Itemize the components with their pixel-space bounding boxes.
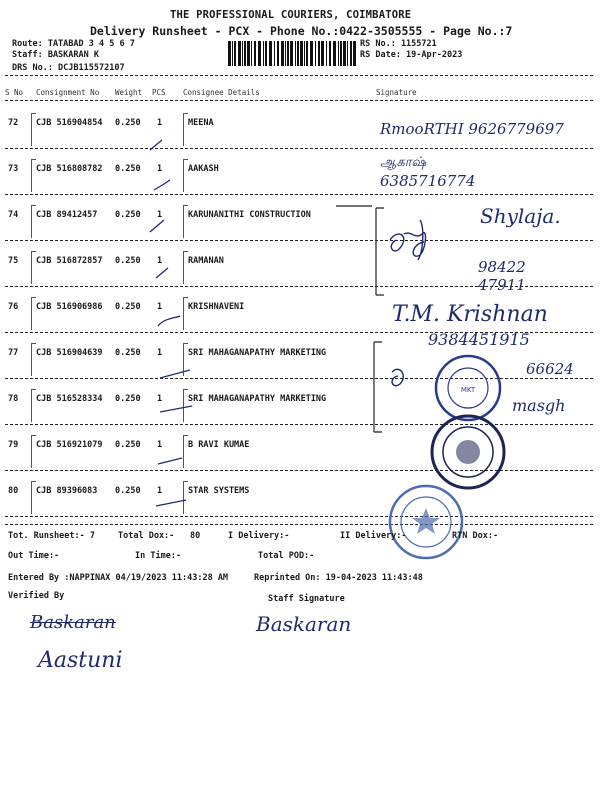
cell-pcs: 1 <box>157 348 163 358</box>
signature-row-76: T.M. Krishnan <box>392 302 548 327</box>
mahaganapathy-stamp <box>436 356 500 420</box>
cell-pcs: 1 <box>157 210 163 220</box>
rs-number: RS No.: 1155721 <box>360 39 437 49</box>
cell-weight: 0.250 <box>115 486 141 496</box>
cell-consignee: KARUNANITHI CONSTRUCTION <box>188 210 311 220</box>
col-header-signature: Signature <box>376 88 417 97</box>
row-bracket <box>31 113 36 146</box>
runsheet-subtitle: Delivery Runsheet - PCX - Phone No.:0422-3505555 - Page No.:7 <box>90 24 513 38</box>
row-bracket <box>31 205 36 238</box>
signature-row-76-phone: 9384451915 <box>428 330 530 349</box>
row-bracket <box>31 343 36 376</box>
staff-signature-label: Staff Signature <box>268 594 345 604</box>
row-bracket <box>31 435 36 468</box>
row-bracket <box>183 343 188 376</box>
svg-text:MKT: MKT <box>460 386 476 394</box>
cell-weight: 0.250 <box>115 164 141 174</box>
row-bracket <box>183 435 188 468</box>
row-bracket <box>183 389 188 422</box>
row-divider <box>5 194 593 195</box>
row-bracket <box>31 251 36 284</box>
cell-sno: 76 <box>8 302 19 312</box>
route-label: Route: TATABAD 3 4 5 6 7 <box>12 39 135 49</box>
cell-consignee: MEENA <box>188 118 214 128</box>
row-bracket <box>183 481 188 514</box>
cell-weight: 0.250 <box>115 256 141 266</box>
row-divider <box>5 148 593 149</box>
cell-consignee: SRI MAHAGANAPATHY MARKETING <box>188 348 327 358</box>
cell-weight: 0.250 <box>115 348 141 358</box>
cell-consignment: CJB 516906986 <box>36 302 103 312</box>
cell-pcs: 1 <box>157 118 163 128</box>
kitchens-outlet-stamp <box>432 416 504 488</box>
cell-sno: 79 <box>8 440 19 450</box>
row-bracket <box>183 205 188 238</box>
rs-date: RS Date: 19-Apr-2023 <box>360 50 463 60</box>
signature-row-75-a: 98422 <box>478 258 526 276</box>
cell-consignee: KRISHNAVENI <box>188 302 245 312</box>
cell-sno: 78 <box>8 394 19 404</box>
cell-sno: 75 <box>8 256 19 266</box>
verified-signature-2: Aastuni <box>38 648 123 673</box>
cell-weight: 0.250 <box>115 118 141 128</box>
row-divider <box>5 516 593 517</box>
cell-consignment: CJB 516904639 <box>36 348 103 358</box>
cell-sno: 74 <box>8 210 19 220</box>
in-time: In Time:- <box>135 551 182 561</box>
cell-pcs: 1 <box>157 486 163 496</box>
signature-row-78: masgh <box>512 396 566 415</box>
divider-header <box>5 100 593 101</box>
cell-consignment: CJB 516921079 <box>36 440 103 450</box>
col-header-weight: Weight <box>115 88 143 97</box>
cell-weight: 0.250 <box>115 394 141 404</box>
i-delivery: I Delivery:- <box>228 531 290 541</box>
cell-consignee: SRI MAHAGANAPATHY MARKETING <box>188 394 327 404</box>
tot-runsheet: Tot. Runsheet:- 7 <box>8 531 95 541</box>
entered-by: Entered By :NAPPINAX 04/19/2023 11:43:28 AM <box>8 573 229 583</box>
cell-weight: 0.250 <box>115 210 141 220</box>
signature-row-72: RmooRTHI 9626779697 <box>380 120 564 138</box>
col-header-consignee: Consignee Details <box>183 88 260 97</box>
cell-pcs: 1 <box>157 302 163 312</box>
cell-pcs: 1 <box>157 256 163 266</box>
row-bracket <box>31 389 36 422</box>
row-bracket <box>183 251 188 284</box>
divider-top <box>5 75 593 76</box>
cell-consignment: CJB 516808782 <box>36 164 103 174</box>
cell-sno: 80 <box>8 486 19 496</box>
company-title: THE PROFESSIONAL COURIERS, COIMBATORE <box>170 9 412 21</box>
star-systems-stamp <box>390 486 462 558</box>
barcode <box>228 41 356 66</box>
row-divider <box>5 470 593 471</box>
row-bracket <box>31 297 36 330</box>
cell-consignee: RAMANAN <box>188 256 224 266</box>
cell-pcs: 1 <box>157 164 163 174</box>
cell-consignment: CJB 89412457 <box>36 210 98 220</box>
row-bracket <box>183 297 188 330</box>
signature-row-75-b: 47911 <box>478 276 526 294</box>
ii-delivery: II Delivery:- <box>340 531 407 541</box>
cell-weight: 0.250 <box>115 302 141 312</box>
col-header-consignment: Consignment No <box>36 88 100 97</box>
signature-row-73-name: ஆகாஷ் <box>380 155 427 170</box>
out-time: Out Time:- <box>8 551 60 561</box>
row-bracket <box>31 481 36 514</box>
cell-consignee: STAR SYSTEMS <box>188 486 250 496</box>
cell-pcs: 1 <box>157 440 163 450</box>
total-dox-value: 80 <box>190 531 201 541</box>
cell-consignee: AAKASH <box>188 164 219 174</box>
cell-consignee: B RAVI KUMAE <box>188 440 250 450</box>
col-header-sno: S No <box>5 88 24 97</box>
cell-consignment: CJB 89396083 <box>36 486 98 496</box>
divider-bottom <box>5 524 593 525</box>
cell-consignment: CJB 516872857 <box>36 256 103 266</box>
signature-row-74: Shylaja. <box>480 204 561 228</box>
staff-label: Staff: BASKARAN K <box>12 50 99 60</box>
col-header-pcs: PCS <box>152 88 166 97</box>
row-divider <box>5 240 593 241</box>
cell-consignment: CJB 516528334 <box>36 394 103 404</box>
signature-row-73-phone: 6385716774 <box>380 172 476 190</box>
cell-pcs: 1 <box>157 394 163 404</box>
signature-row-77: 66624 <box>526 360 574 378</box>
cell-consignment: CJB 516904854 <box>36 118 103 128</box>
row-divider <box>5 424 593 425</box>
staff-signature: Baskaran <box>256 612 352 636</box>
row-bracket <box>183 113 188 146</box>
row-divider <box>5 378 593 379</box>
row-bracket <box>31 159 36 192</box>
drs-label: DRS No.: DCJB115572107 <box>12 63 125 73</box>
total-dox-label: Total Dox:- <box>118 531 175 541</box>
reprinted-on: Reprinted On: 19-04-2023 11:43:48 <box>254 573 423 583</box>
cell-sno: 73 <box>8 164 19 174</box>
total-pod: Total POD:- <box>258 551 315 561</box>
cell-sno: 77 <box>8 348 19 358</box>
row-bracket <box>183 159 188 192</box>
cell-sno: 72 <box>8 118 19 128</box>
rtn-dox: RTN Dox:- <box>452 531 499 541</box>
verified-by-label: Verified By <box>8 591 65 601</box>
cell-weight: 0.250 <box>115 440 141 450</box>
verified-signature: Baskaran <box>30 612 116 633</box>
